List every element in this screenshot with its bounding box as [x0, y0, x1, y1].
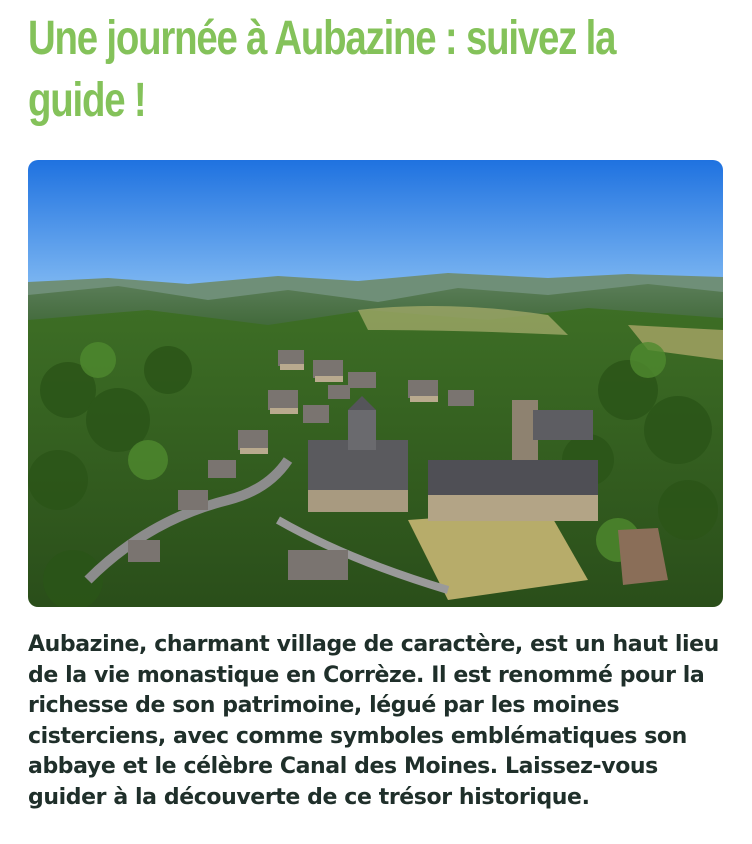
intro-paragraph: Aubazine, charmant village de caractère, est un haut lieu de la vie monastique en Corrèze. Il est renommé pour la richesse de son patrimoine, légué par les moines cisterciens, avec comme symboles emblématiques son abbaye et le célèbre Canal des Moines. Laissez-vous guider à la découverte de ce trésor historique.: [28, 632, 719, 810]
page-title: Une journée à Aubazine : suivez la guide !: [28, 12, 616, 127]
aerial-village-illustration: [28, 160, 723, 607]
hero-image: [28, 160, 723, 607]
